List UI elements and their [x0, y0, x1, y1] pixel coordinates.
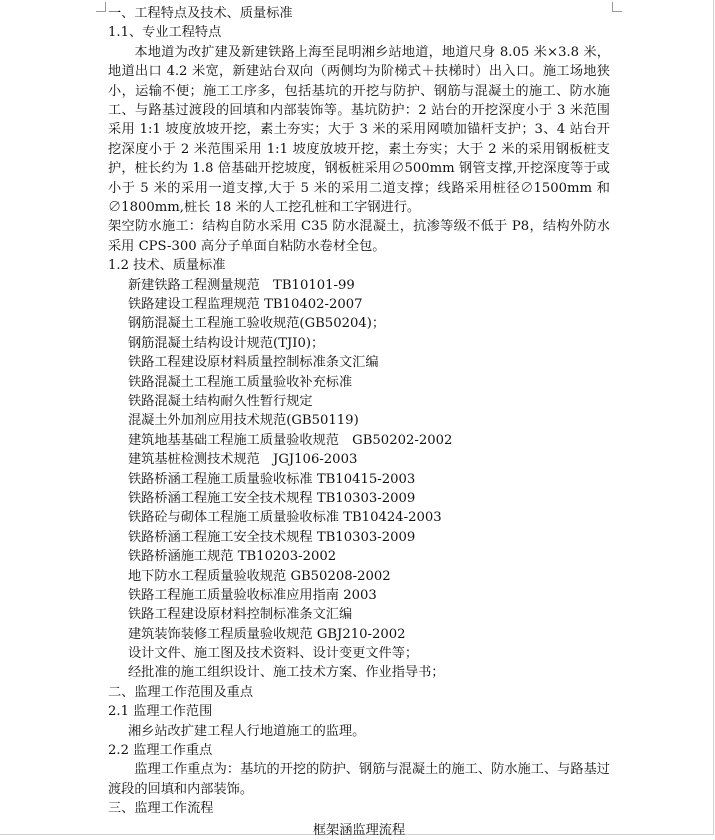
- list-item: 铁路建设工程监理规范 TB10402-2007: [128, 297, 363, 313]
- list-item: 地下防水工程质量验收规范 GB50208-2002: [128, 568, 391, 584]
- list-item: 铁路混凝土结构耐久性暂行规定: [128, 393, 313, 409]
- section-2-2-heading: 2.2 监理工作重点: [108, 743, 213, 759]
- list-item: 铁路桥涵工程施工质量验收标准 TB10415-2003: [128, 471, 416, 487]
- section-2-2-paragraph: 监理工作重点为：基坑的开挖的防护、钢筋与混凝土的施工、防水施工、与路基过渡段的回填和内部装饰。: [108, 762, 610, 797]
- list-item: 铁路桥涵工程施工安全技术规程 TB10303-2009: [128, 490, 416, 506]
- section-1-heading: 一、工程特点及技术、质量标准: [108, 6, 293, 21]
- standards-list: [108, 276, 610, 683]
- list-item: 新建铁路工程测量规范 TB10101-99: [128, 277, 355, 293]
- list-item: 铁路工程施工质量验收标准应用指南 2003: [128, 587, 377, 603]
- section-3-heading: 三、监理工作流程: [108, 801, 214, 817]
- section-1-1-paragraph: 本地道为改扩建及新建铁路上海至昆明湘乡站地道，地道尺身 8.05 米×3.8 米，地道出口 4.2 米宽，新建站台双向（两侧均为阶梯式＋扶梯时）出入口。施工场地狭小，运输不便；施工工序多，包括基坑的开挖与防护、钢筋与混凝土的施工、防水施工、与路基过渡段的回填和内部装饰等。基坑防护：2 站台的开挖深度小于 3 米范围采用 1:1 坡度放坡开挖，素土夯实；大于 3 米的采用网喷加锚杆支护；3、4 站台开挖深度小于 2 米范围采用 1:1 坡度放坡开挖，素土夯实；大于 2 米的采用钢板桩支护，桩长约为 1.8 倍基础开挖坡度，钢板桩采用∅500mm 钢管支撑,开挖深度等于或小于 5 米的采用一道支撑,大于 5 米的采用二道支撑；线路采用桩径∅1500mm 和∅1800mm,桩长 18 米的人工挖孔桩和工字钢进行。: [108, 44, 610, 216]
- section-1-2-heading: 1.2 技术、质量标准: [108, 258, 226, 274]
- list-item: 铁路工程建设原材料质量控制标准条文汇编: [128, 355, 379, 371]
- list-item: 铁路桥涵工程施工安全技术规程 TB10303-2009: [128, 529, 416, 545]
- list-item: 设计文件、施工图及技术资料、设计变更文件等；: [128, 646, 419, 662]
- list-item: 铁路桥涵施工规范 TB10203-2002: [128, 549, 337, 565]
- list-item: 建筑地基基础工程施工质量验收规范 GB50202-2002: [128, 432, 453, 448]
- list-item: 建筑基桩检测技术规范 JGJ106-2003: [128, 452, 358, 468]
- list-item: 建筑装饰装修工程质量验收规范 GBJ210-2002: [128, 626, 406, 642]
- waterproofing-paragraph: 架空防水施工：结构自防水采用 C35 防水混凝土，抗渗等级不低于 P8，结构外防水采用 CPS-300 高分子单面自粘防水卷材全包。: [108, 219, 610, 254]
- list-item: 铁路工程建设原材料控制标准条文汇编: [128, 607, 353, 623]
- flow-title: 框架涵监理流程: [312, 822, 406, 838]
- section-2-1-heading: 2.1 监理工作范围: [108, 704, 213, 720]
- list-item: 钢筋混凝土结构设计规范(TJI0)；: [128, 335, 325, 351]
- margin-mark-top-right: [612, 2, 622, 12]
- section-2-1-body: 湘乡站改扩建工程人行地道施工的监理。: [128, 723, 366, 739]
- document-body: [108, 4, 610, 840]
- margin-mark-top-left: [96, 2, 106, 12]
- list-item: 铁路混凝土工程施工质量验收补充标准: [128, 374, 353, 390]
- section-2-heading: 二、监理工作范围及重点: [108, 684, 254, 700]
- list-item: 铁路砼与砌体工程施工质量验收标准 TB10424-2003: [128, 510, 442, 526]
- list-item: 经批准的施工组织设计、施工技术方案、作业指导书；: [128, 665, 445, 681]
- section-1-1-heading: 1.1、专业工程特点: [108, 25, 222, 41]
- list-item: 混凝土外加剂应用技术规范(GB50119): [128, 413, 359, 429]
- list-item: 钢筋混凝土工程施工验收规范(GB50204)；: [128, 316, 386, 332]
